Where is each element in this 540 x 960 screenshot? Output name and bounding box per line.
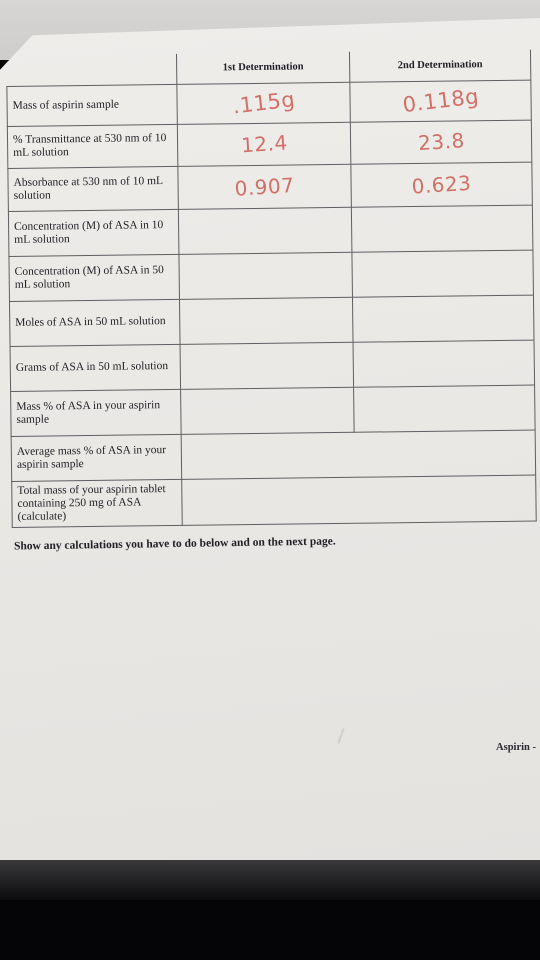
- table-row: [10, 340, 535, 391]
- cell-first[interactable]: [178, 207, 352, 254]
- row-label: Average mass % of ASA in your aspirin sample: [11, 434, 182, 481]
- header-first-determination: 1st Determination: [176, 52, 349, 84]
- cell-second[interactable]: [352, 295, 534, 342]
- cell-second[interactable]: [351, 162, 533, 207]
- row-label: Absorbance at 530 nm of 10 mL solution: [8, 166, 179, 211]
- header-blank-cell: [6, 54, 176, 86]
- cell-first[interactable]: [180, 342, 354, 389]
- determination-table: [6, 50, 537, 528]
- cell-average[interactable]: [181, 430, 536, 479]
- header-second-determination: 2nd Determination: [349, 50, 530, 82]
- table-row: [8, 205, 533, 256]
- row-label: Mass % of ASA in your aspirin sample: [11, 389, 182, 436]
- cell-second[interactable]: [351, 205, 533, 252]
- row-label: Total mass of your aspirin tablet containing 250 mg of ASA (calculate): [12, 479, 183, 527]
- calculation-instruction: Show any calculations you have to do below and on the next page.: [13, 535, 336, 553]
- cell-first[interactable]: [178, 164, 352, 209]
- row-label: Grams of ASA in 50 mL solution: [10, 344, 181, 391]
- table-row: [11, 430, 536, 481]
- worksheet: [6, 50, 536, 526]
- cell-second[interactable]: [354, 385, 536, 432]
- cell-second[interactable]: [352, 250, 534, 297]
- handwritten-value: 0.118g: [401, 84, 480, 118]
- handwritten-value: .115g: [231, 87, 297, 119]
- handwritten-value: 12.4: [240, 130, 289, 158]
- cell-first[interactable]: [179, 297, 353, 344]
- cell-second[interactable]: [350, 120, 531, 164]
- table-row: [12, 475, 537, 527]
- table-row: [11, 385, 536, 436]
- table-row: [7, 120, 531, 168]
- paper-edge-shadow: [0, 860, 540, 900]
- row-label: Moles of ASA in 50 mL solution: [9, 299, 180, 346]
- table-row: [7, 80, 531, 126]
- cell-first[interactable]: [179, 252, 353, 299]
- table-row: [9, 295, 534, 346]
- cell-second[interactable]: [350, 80, 531, 122]
- table-row: [9, 250, 534, 301]
- row-label: Concentration (M) of ASA in 10 mL solution: [8, 209, 179, 256]
- handwritten-value: 0.907: [234, 172, 296, 201]
- row-label: % Transmittance at 530 nm of 10 mL solution: [7, 124, 178, 168]
- table-row: [8, 162, 532, 211]
- cell-total-mass[interactable]: [182, 475, 537, 525]
- cell-first[interactable]: [181, 387, 355, 434]
- row-label: Mass of aspirin sample: [7, 84, 177, 126]
- cell-second[interactable]: [353, 340, 535, 387]
- page-footer-tag: Aspirin -: [496, 742, 536, 753]
- cell-first[interactable]: [177, 122, 351, 166]
- handwritten-value: 0.623: [410, 170, 473, 199]
- row-label: Concentration (M) of ASA in 50 mL solution: [9, 254, 180, 301]
- cell-first[interactable]: [177, 82, 350, 124]
- handwritten-value: 23.8: [417, 128, 466, 156]
